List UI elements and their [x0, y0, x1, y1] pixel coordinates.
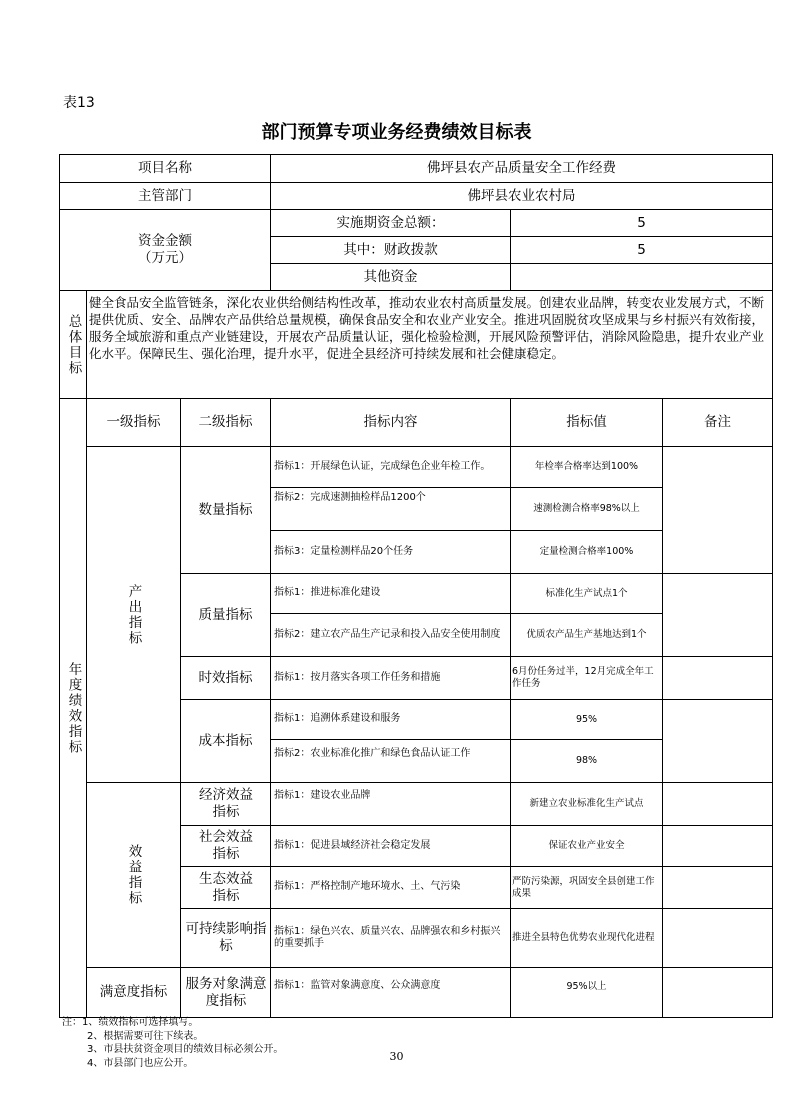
indicator-value: 标准化生产试点1个 [545, 587, 628, 599]
table-label: 表13 [63, 95, 95, 111]
output-indicator-label: 产出指标 [125, 583, 142, 646]
funds-fiscal-label: 其中：财政拨款 [343, 241, 438, 258]
indicator-content: 指标1：监管对象满意度、公众满意度 [274, 980, 441, 992]
funds-total-label: 实施期资金总额： [336, 214, 445, 231]
footnote: 4、市县部门也应公开。 [87, 1057, 194, 1069]
benefit-indicator-label: 效益指标 [125, 844, 142, 906]
indicator-value: 速测检测合格率98%以上 [533, 503, 640, 515]
page-number: 30 [389, 1050, 404, 1063]
project-name-label: 项目名称 [138, 160, 192, 177]
overall-goal-text: 健全食品安全监管链条，深化农业供给侧结构性改革，推动农业农村高质量发展。创建农业品牌，转变农业发展方式，不断提供优质、安全、品牌农产品供给总量规模，确保食品安全和农业产业安全。推进巩固脱贫攻坚成果与乡村振兴有效衔接，服务全域旅游和重点产业链建设，开展农产品质量认证，强化检验检测，开展风险预警评估，消除风险隐患，提升农业产业化水平。保障民生、强化治理，提升水平，促进全县经济可持续发展和社会健康稳定。 [89, 295, 765, 361]
funds-other-label: 其他资金 [363, 268, 418, 285]
indicator-value: 推进全县特色优势农业现代化进程 [512, 932, 655, 944]
indicator-content: 指标2：建立农产品生产记录和投入品安全使用制度 [274, 628, 501, 640]
indicator-value: 新建立农业标准化生产试点 [529, 798, 644, 810]
header-level2: 二级指标 [198, 414, 253, 431]
footnote: 2、根据需要可往下续表。 [87, 1030, 204, 1042]
cost-indicator-label: 成本指标 [198, 732, 253, 749]
indicator-value: 98% [575, 755, 598, 767]
dept-label: 主管部门 [138, 187, 192, 204]
header-content: 指标内容 [363, 414, 418, 431]
indicator-content: 指标1：建设农业品牌 [274, 789, 371, 801]
funds-fiscal-value: 5 [637, 241, 646, 258]
indicator-content: 指标1：绿色兴农、质量兴农、品牌强农和乡村振兴的重要抓手 [274, 925, 501, 949]
header-note: 备注 [704, 414, 731, 431]
time-indicator-label: 时效指标 [198, 669, 253, 686]
page-title: 部门预算专项业务经费绩效目标表 [261, 122, 532, 143]
footnote: 3、市县扶贫资金项目的绩效目标必须公开。 [87, 1044, 284, 1055]
indicator-content: 指标1：按月落实各项工作任务和措施 [274, 671, 441, 683]
indicator-value: 年检率合格率达到100% [534, 461, 639, 473]
ecological-benefit-label: 生态效益指标 [199, 870, 253, 904]
funds-total-value: 5 [637, 214, 646, 231]
footnote: 注：1、绩效指标可选择填写。 [62, 1017, 199, 1028]
header-value: 指标值 [566, 414, 607, 431]
indicator-value: 6月份任务过半，12月完成全年工作任务 [512, 666, 654, 689]
indicator-value: 保证农业产业安全 [548, 840, 625, 852]
indicator-content: 指标1：推进标准化建设 [274, 587, 381, 599]
indicator-value: 95% [575, 713, 598, 725]
project-name-value: 佛坪县农产品质量安全工作经费 [427, 160, 616, 177]
indicator-content: 指标1：追溯体系建设和服务 [274, 713, 401, 725]
service-satisfaction-label: 服务对象满意度指标 [185, 975, 267, 1009]
indicator-content: 指标1：促进县域经济社会稳定发展 [274, 839, 431, 851]
annual-indicators-label: 年度绩效指标 [65, 661, 82, 755]
dept-value: 佛坪县农业农村局 [467, 187, 576, 204]
indicator-content: 指标1：严格控制产地环境水、土、气污染 [274, 881, 461, 893]
indicator-content: 指标2：完成速测抽检样品1200个 [274, 491, 426, 503]
sustainable-impact-label: 可持续影响指标 [185, 921, 267, 954]
indicator-content: 指标2：农业标准化推广和绿色食品认证工作 [274, 747, 471, 759]
quality-indicator-label: 质量指标 [198, 606, 253, 623]
indicator-content: 指标3：定量检测样品20个任务 [274, 545, 414, 557]
header-level1: 一级指标 [106, 414, 161, 431]
social-benefit-label: 社会效益指标 [199, 829, 253, 862]
indicator-value: 定量检测合格率100% [539, 546, 634, 558]
indicator-value: 优质农产品生产基地达到1个 [526, 629, 647, 641]
funds-label: 资金金额 （万元） [138, 233, 192, 266]
indicator-value: 95%以上 [566, 980, 607, 992]
funds-other-value [511, 264, 772, 290]
overall-goal-label: 总体目标 [65, 313, 82, 376]
economic-benefit-label: 经济效益指标 [199, 787, 253, 820]
satisfaction-indicator-label: 满意度指标 [99, 984, 168, 1001]
quantity-indicator-label: 数量指标 [198, 501, 253, 518]
indicator-content: 指标1：开展绿色认证，完成绿色企业年检工作。 [274, 460, 491, 472]
indicator-value: 严防污染源，巩固安全县创建工作成果 [512, 875, 655, 899]
